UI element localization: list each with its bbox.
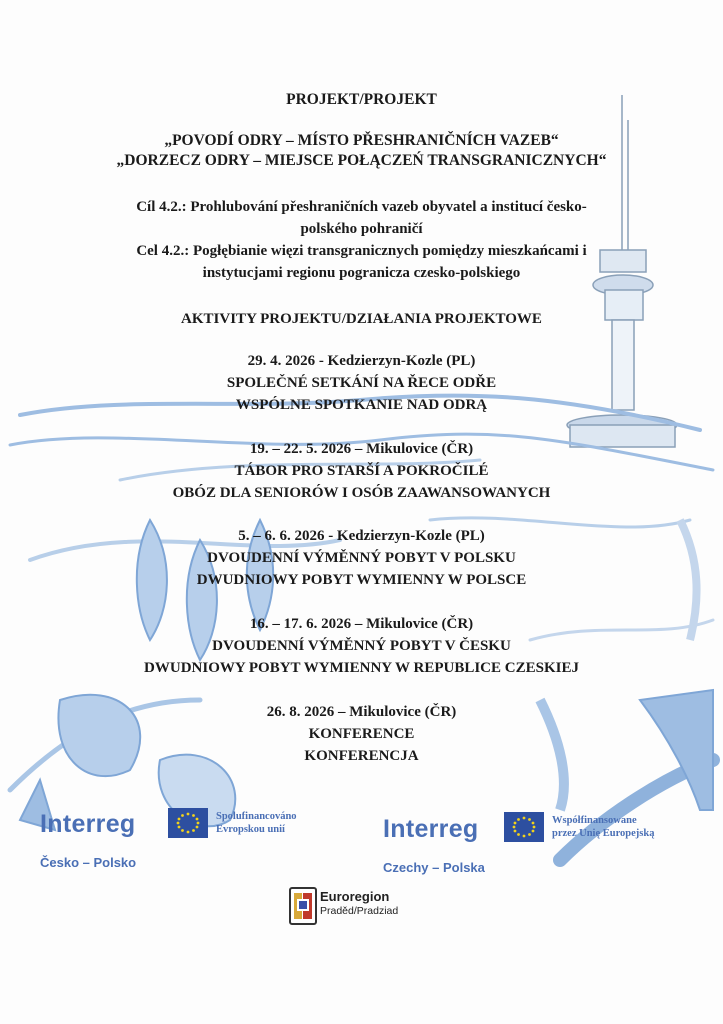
activity-3-date: 5. – 6. 6. 2026 - Kedzierzyn-Kozle (PL) <box>238 528 485 544</box>
euroregion-name: Euroregion <box>320 889 390 904</box>
activity-1-date: 29. 4. 2026 - Kedzierzyn-Kozle (PL) <box>247 353 476 369</box>
activity-3-czech: DVOUDENNÍ VÝMĚNNÝ POBYT V POLSKU <box>207 550 516 566</box>
interreg-right-logo: Interreg <box>383 815 479 843</box>
activity-3-polish: DWUDNIOWY POBYT WYMIENNY W POLSCE <box>196 572 527 588</box>
goal-polish-line2: instytucjami regionu pogranicza czesko-polskiego <box>202 265 521 281</box>
activity-1-czech: SPOLEČNÉ SETKÁNÍ NA ŘECE ODŘE <box>226 375 497 391</box>
activity-4-date: 16. – 17. 6. 2026 – Mikulovice (ČR) <box>249 616 474 632</box>
eu-cofinanced-left-line1: Spolufinancováno <box>216 811 297 822</box>
project-label: PROJEKT/PROJEKT <box>286 91 437 108</box>
activity-2-polish: OBÓZ DLA SENIORÓW I OSÓB ZAAWANSOWANYCH <box>172 485 551 501</box>
eu-cofinanced-right-line1: Współfinansowane <box>552 815 637 826</box>
activity-5-polish: KONFERENCJA <box>304 748 419 764</box>
activity-5-date: 26. 8. 2026 – Mikulovice (ČR) <box>266 704 457 720</box>
activity-1-polish: WSPÓLNE SPOTKANIE NAD ODRĄ <box>235 397 488 413</box>
eu-flag-left-icon <box>168 808 208 838</box>
eu-cofinanced-right-line2: przez Unię Europejską <box>552 828 655 839</box>
interreg-left-logo: Interreg <box>40 810 136 838</box>
eu-flag-right-icon <box>504 812 544 842</box>
eu-cofinanced-left-line2: Evropskou unií <box>216 824 285 835</box>
eu-cofinanced-right <box>552 814 654 840</box>
euroregion-subtitle: Praděd/Pradziad <box>320 905 399 917</box>
eu-cofinanced-left <box>216 810 297 836</box>
goal-czech-line1: Cíl 4.2.: Prohlubování přeshraničních vazeb obyvatel a institucí česko- <box>136 199 587 215</box>
activity-2-date: 19. – 22. 5. 2026 – Mikulovice (ČR) <box>249 441 474 457</box>
activity-4-czech: DVOUDENNÍ VÝMĚNNÝ POBYT V ČESKU <box>212 638 511 654</box>
region-right-label: Czechy – Polska <box>383 860 485 875</box>
title-polish: „DORZECZ ODRY – MIEJSCE POŁĄCZEŃ TRANSGRANICZNYCH“ <box>116 152 607 169</box>
activity-4-polish: DWUDNIOWY POBYT WYMIENNY W REPUBLICE CZESKIEJ <box>144 660 579 676</box>
activity-5-czech: KONFERENCE <box>308 726 415 742</box>
activity-2-czech: TÁBOR PRO STARŠÍ A POKROČILÉ <box>234 463 489 479</box>
goal-polish-line1: Cel 4.2.: Pogłębianie więzi transgranicznych pomiędzy mieszkańcami i <box>136 243 587 259</box>
goal-czech-line2: polského pohraničí <box>300 221 423 237</box>
euroregion-emblem-icon <box>289 887 317 925</box>
region-left-label: Česko – Polsko <box>40 855 137 870</box>
activities-heading: AKTIVITY PROJEKTU/DZIAŁANIA PROJEKTOWE <box>181 311 542 327</box>
title-czech: „POVODÍ ODRY – MÍSTO PŘESHRANIČNÍCH VAZEB“ <box>164 132 559 149</box>
